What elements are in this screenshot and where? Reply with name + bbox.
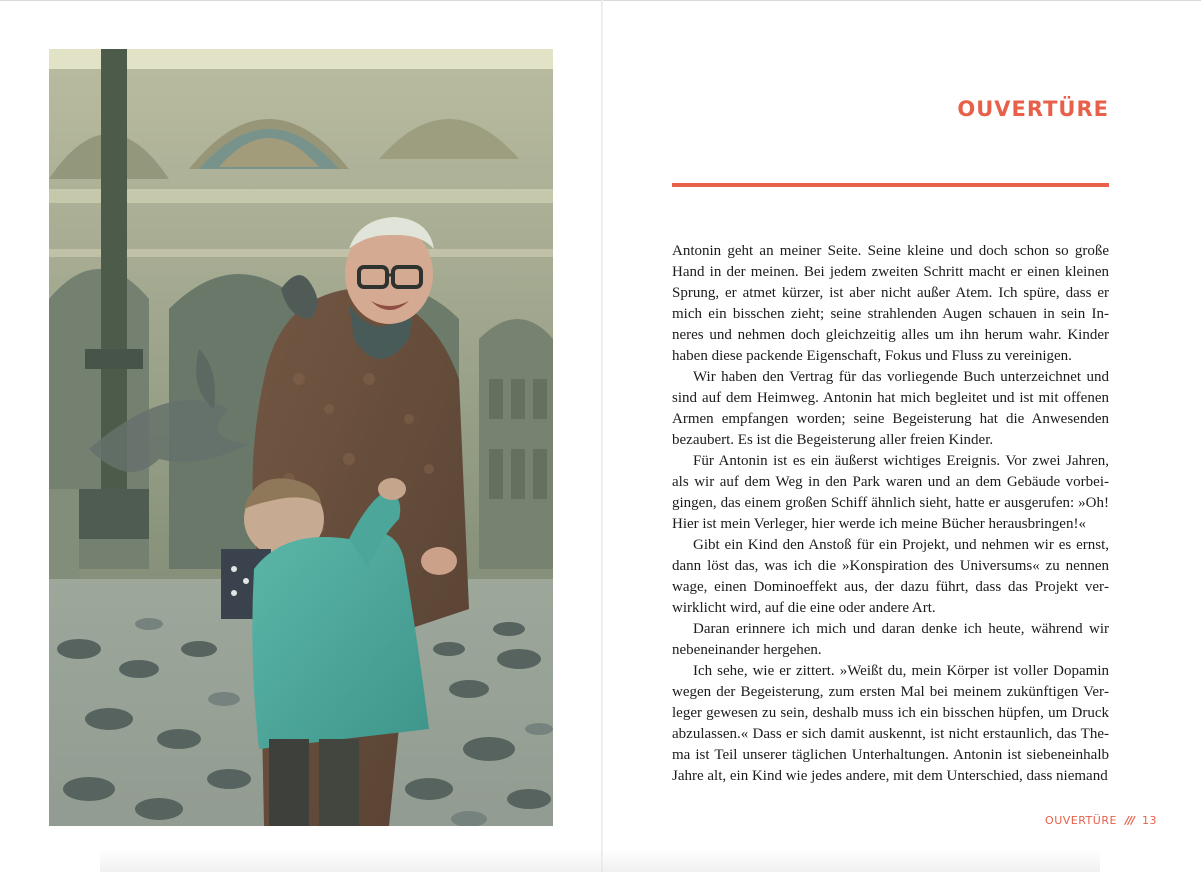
- left-page: [0, 1, 601, 872]
- body-text: [672, 241, 1109, 787]
- paragraph: Antonin geht an meiner Seite. Seine kleine und doch schon so große Hand in der meinen. Bei jedem zweiten Schritt macht er einen kleinen Sprung, er atmet kürzer, ist aber nicht außer Atem. Ich spüre, dass er mich ein bisschen zieht; seine strahlenden Augen schauen in sein Inneres und nehmen doch gleichzeitig alles um ihn herum wahr. Kinder haben diese packende Eigenschaft, Fokus und Fluss zu vereinigen.: [672, 243, 1109, 364]
- chapter-title-rule: [672, 183, 1109, 187]
- paragraph: Gibt ein Kind den Anstoß für ein Projekt, und nehmen wir es ernst, dann löst das, was ich die »Konspiration des Universums« zu nennen wage, einen Dominoeffekt aus, der dazu führt, dass das Projekt verwirklicht wird, auf die eine oder andere Art.: [672, 537, 1109, 616]
- photo-illustration: [49, 49, 553, 826]
- chapter-title: OUVERTÜRE: [957, 97, 1109, 121]
- page-footer: [1045, 814, 1157, 827]
- paragraph: Für Antonin ist es ein äußerst wichtiges Ereignis. Vor zwei Jahren, als wir auf dem Weg in den Park waren und an dem Gebäude vorbeigingen, das einem großen Schiff ähnlich sieht, hatte er ausgerufen: »Oh! Hier ist mein Verleger, hier werde ich meine Bücher herausbringen!«: [672, 453, 1109, 532]
- paragraph: Daran erinnere ich mich und daran denke ich heute, während wir nebeneinander hergehen.: [672, 621, 1109, 658]
- running-head: OUVERTÜRE: [1045, 814, 1117, 827]
- footer-separator: ///: [1124, 814, 1134, 827]
- photo-grandfather-and-child-with-pigeons: [49, 49, 553, 826]
- paragraph: Wir haben den Vertrag für das vorliegende Buch unterzeichnet und sind auf dem Heimweg. Antonin hat mich begleitet und ist mit offenen Armen empfangen worden; seine Begeisterung hat die Anwesenden bezaubert. Es ist die Begeisterung aller freien Kinder.: [672, 369, 1109, 448]
- paragraph: Ich sehe, wie er zittert. »Weißt du, mein Körper ist voller Dopamin wegen der Begeisterung, zum ersten Mal bei meinem zukünftigen Verleger gewesen zu sein, deshalb muss ich ein bisschen hüpfen, um Druck abzulassen.« Dass er sich damit auskennt, ist nicht erstaunlich, das Thema ist Teil unserer täglichen Unterhaltungen. Antonin ist siebeneinhalb Jahre alt, ein Kind wie jedes andere, mit dem Unterschied, dass niemand: [672, 663, 1109, 784]
- page-number: 13: [1142, 814, 1157, 827]
